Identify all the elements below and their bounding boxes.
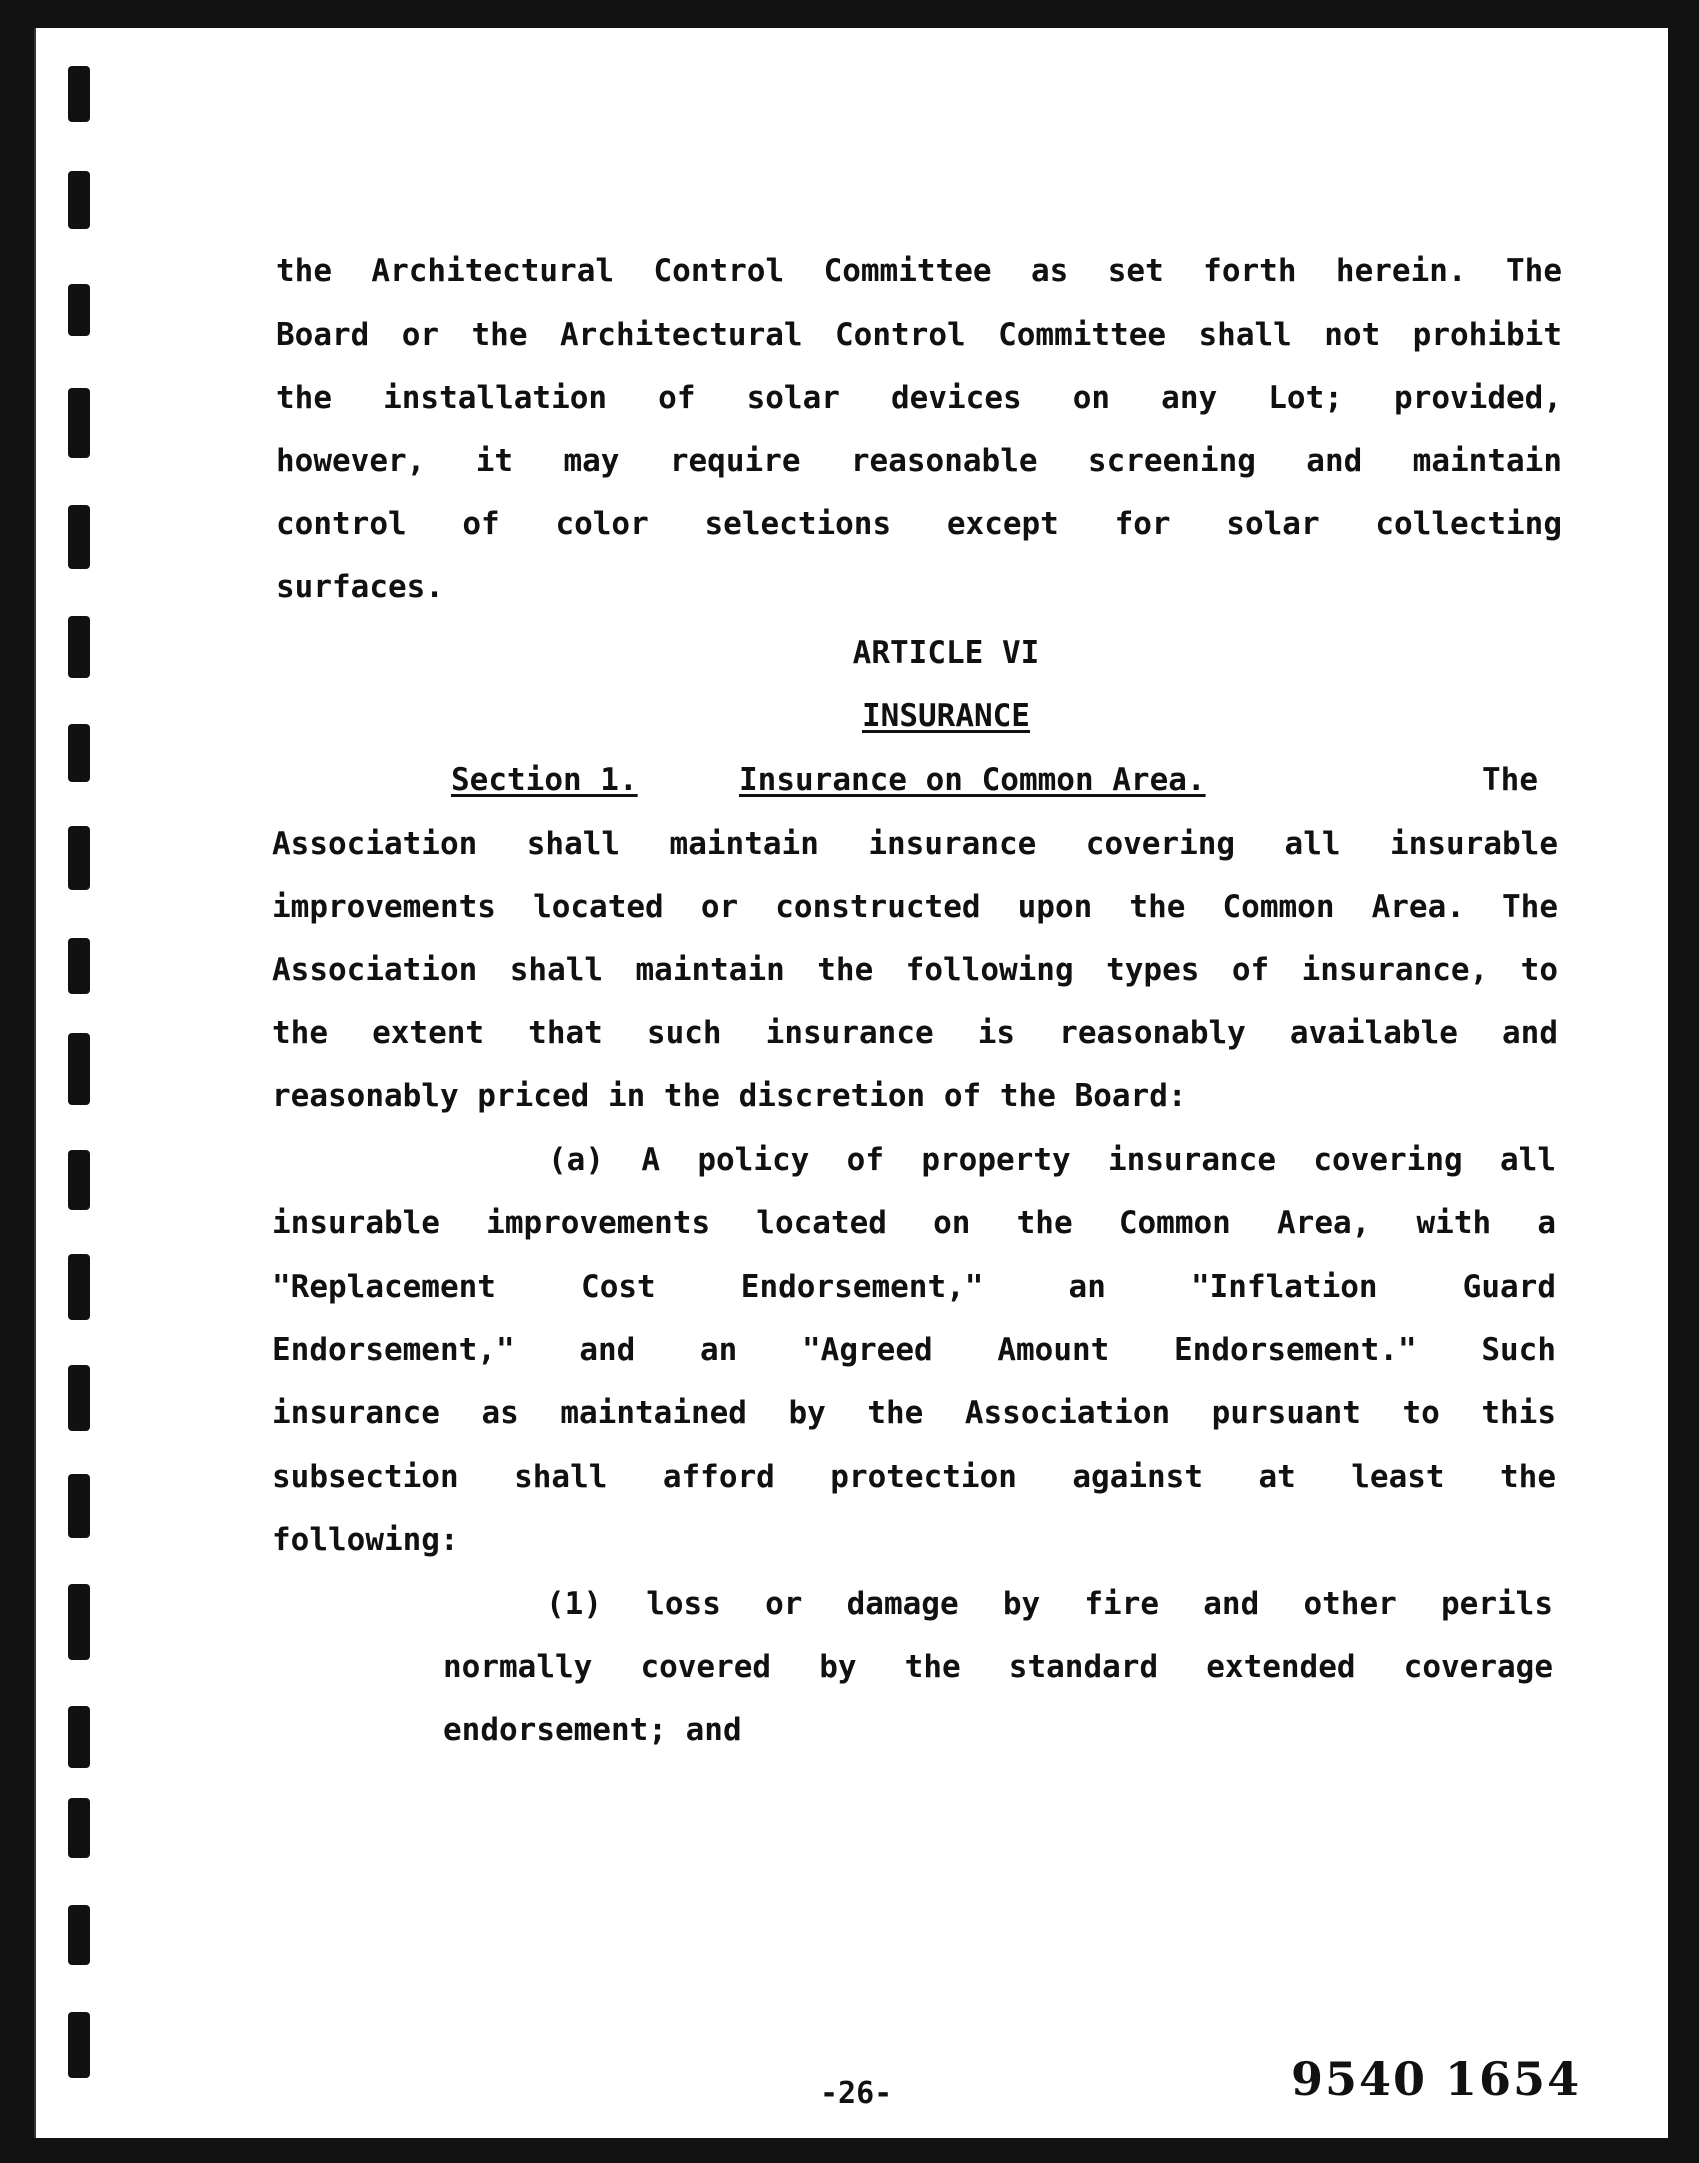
list-item-line: endorsement; and <box>443 1712 742 1748</box>
subsection-line: insurable improvements located on the Common Area, with a <box>272 1205 1556 1241</box>
document-number: 9540 1654 <box>1291 2052 1582 2106</box>
punch-hole-mark <box>68 616 90 678</box>
article-heading: ARTICLE VI <box>852 635 1040 671</box>
subsection-line: insurance as maintained by the Association pursuant to this <box>272 1395 1556 1431</box>
punch-hole-mark <box>68 284 90 336</box>
subsection-line: (a) A policy of property insurance covering all <box>548 1142 1556 1178</box>
section-label: Section 1. <box>451 762 638 798</box>
list-item-line: (1) loss or damage by fire and other perils <box>546 1586 1553 1622</box>
punch-hole-mark <box>68 1905 90 1965</box>
page-number: -26- <box>820 2076 893 2111</box>
punch-hole-mark <box>68 1706 90 1768</box>
article-title: INSURANCE <box>862 698 1030 734</box>
punch-hole-mark <box>68 1033 90 1105</box>
punch-hole-mark <box>68 1150 90 1210</box>
punch-hole-mark <box>68 724 90 782</box>
paragraph-line: Board or the Architectural Control Committee shall not prohibit <box>276 317 1562 353</box>
punch-hole-mark <box>68 1584 90 1660</box>
paragraph-line: the installation of solar devices on any Lot; provided, <box>276 380 1562 416</box>
punch-hole-mark <box>68 66 90 122</box>
section-title: Insurance on Common Area. <box>739 762 1206 798</box>
section-line: improvements located or constructed upon the Common Area. The <box>272 889 1558 925</box>
paragraph-line: surfaces. <box>276 569 444 605</box>
punch-hole-mark <box>68 1254 90 1320</box>
punch-hole-mark <box>68 1798 90 1858</box>
punch-hole-mark <box>68 505 90 569</box>
subsection-line: following: <box>272 1522 459 1558</box>
punch-hole-mark <box>68 826 90 890</box>
subsection-line: Endorsement," and an "Agreed Amount Endorsement." Such <box>272 1332 1556 1368</box>
paragraph-line: control of color selections except for solar collecting <box>276 506 1562 542</box>
section-line: the extent that such insurance is reasonably available and <box>272 1015 1558 1051</box>
list-item-line: normally covered by the standard extended coverage <box>443 1649 1553 1685</box>
paragraph-line: the Architectural Control Committee as set forth herein. The <box>276 253 1562 289</box>
section-line: Association shall maintain insurance covering all insurable <box>272 826 1558 862</box>
punch-hole-mark <box>68 1365 90 1431</box>
punch-hole-mark <box>68 2012 90 2078</box>
punch-hole-mark <box>68 171 90 229</box>
section-line: The <box>1482 762 1538 798</box>
paragraph-line: however, it may require reasonable screening and maintain <box>276 443 1562 479</box>
punch-hole-mark <box>68 938 90 994</box>
section-line: Association shall maintain the following types of insurance, to <box>272 952 1558 988</box>
punch-hole-mark <box>68 1474 90 1538</box>
subsection-line: "Replacement Cost Endorsement," an "Inflation Guard <box>272 1269 1556 1305</box>
paper-page <box>34 28 1668 2138</box>
section-line: reasonably priced in the discretion of the Board: <box>272 1078 1187 1114</box>
subsection-line: subsection shall afford protection against at least the <box>272 1459 1556 1495</box>
punch-hole-mark <box>68 388 90 458</box>
